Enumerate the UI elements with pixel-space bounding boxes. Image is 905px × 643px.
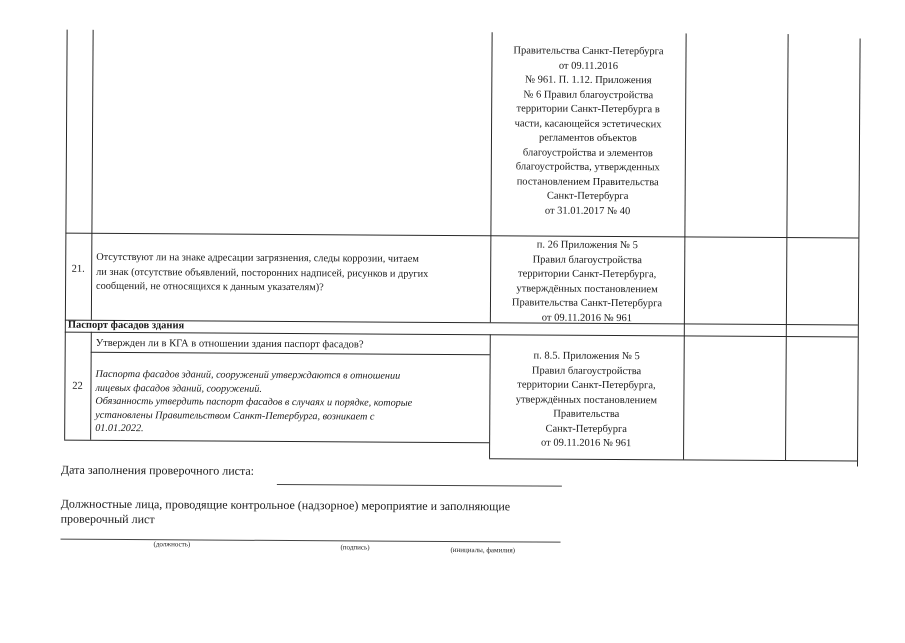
row-22-number: 22 [72,380,83,392]
officials-label: Должностные лица, проводящие контрольное (надзорное) мероприятие и заполняющие проверочный лист [60,496,511,527]
signature-position-caption: (должность) [153,540,191,549]
table-border-right [857,38,861,466]
table-col-yes-divider [683,33,687,459]
table-bottom-right [489,458,857,461]
date-label: Дата заполнения проверочного листа: [60,462,255,478]
row-21-question: Отсутствуют ли на знаке адресации загрязнения, следы коррозии, читаем ли знак (отсутствие объявлений, посторонних надписей, рисунков и других сообщений, не относящихся к данным указателям)? [96,251,429,294]
signature-caption: (подпись) [340,543,370,552]
signature-name-caption: (инициалы, фамилия) [450,546,516,555]
table-border-left [64,30,68,440]
row-22-legal-reference: п. 8.5. Приложения № 5 Правил благоустройства территории Санкт-Петербурга, утверждённых постановлением Правительства Санкт-Петербурга от 09.11.2016 № 961 [515,350,658,450]
row-22-note: Паспорта фасадов зданий, сооружений утверждаются в отношении лицевых фасадов зданий, сооружений. Обязанность утвердить паспорт фасадов в случаях и порядке, которые установлены Правительством Санкт-Петербурга, возникает с 01.01.2022. [95,368,413,435]
row-22-question: Утвержден ли в КГА в отношении здания паспорт фасадов? [95,337,364,351]
row-21-number: 21. [71,263,85,275]
table-col-no-divider [785,34,789,460]
row-22-bottom [64,440,489,444]
signature-blank-line[interactable] [61,539,561,543]
table-col-number-divider [91,30,94,320]
row-21-legal-reference: п. 26 Приложения № 5 Правил благоустройства территории Санкт-Петербурга, утверждённых постановлением Правительства Санкт-Петербурга от 09.11.2016 № 961 [511,239,663,324]
row-divider-21 [65,233,858,239]
date-blank-line[interactable] [277,484,562,487]
section-title: Паспорт фасадов здания [67,319,185,332]
prev-row-legal-reference: Правительства Санкт-Петербурга от 09.11.2016 № 961. П. 1.12. Приложения № 6 Правил благоустройства территории Санкт-Петербурга в части, касающейся эстетических регламентов объектов благоустройства и элементов благоустройства, утвержденных постановлением Правительства Санкт-Петербурга от 31.01.2017 № 40 [513,45,664,217]
